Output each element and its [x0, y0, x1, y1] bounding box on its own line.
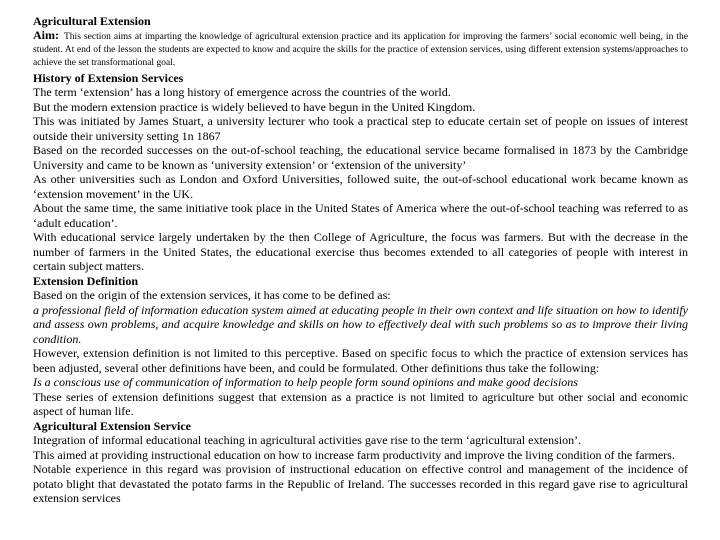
section-heading-service: Agricultural Extension Service	[33, 418, 191, 433]
paragraph-definition-italic: a professional field of information education system aimed at educating people in their own context and life situation on how to identify and assess own problems, and acquire knowledge and skills on how to effectively deal with such problems so as to improve their living condition.	[33, 302, 688, 346]
paragraph: These series of extension definitions suggest that extension as a practice is not limited to agriculture but other social and economic aspect of human life.	[33, 389, 688, 419]
section-heading-history: History of Extension Services	[33, 70, 184, 85]
paragraph-definition-italic: Is a conscious use of communication of information to help people form sound opinions and make good decisions	[33, 375, 578, 390]
paragraph: The term ‘extension’ has a long history of emergence across the countries of the world.	[33, 85, 451, 100]
document-title: Agricultural Extension	[33, 14, 151, 28]
paragraph: Based on the recorded successes on the out-of-school teaching, the educational service became formalised in 1873 by the Cambridge University and came to be known as ‘university extension’ or ‘extension of the university’	[33, 143, 688, 172]
paragraph: This was initiated by James Stuart, a university lecturer who took a practical step to educate certain set of people on issues of interest outside their university setting 1n 1867	[33, 114, 688, 143]
paragraph: Integration of informal educational teaching in agricultural activities gave rise to the term ‘agricultural extension’.	[33, 433, 582, 448]
paragraph: But the modern extension practice is widely believed to have begun in the United Kingdom.	[33, 99, 476, 114]
paragraph: With educational service largely undertaken by the then College of Agriculture, the focus was farmers. But with the decrease in the number of farmers in the United States, the educational exercise thus becomes extended to all categories of people with interest in certain subject matters.	[33, 230, 688, 274]
paragraph: As other universities such as London and Oxford Universities, followed suite, the out-of-school educational work became known as ‘extension movement’ in the UK.	[33, 172, 688, 201]
paragraph: This aimed at providing instructional education on how to increase farm productivity and improve the living condition of the farmers.	[33, 447, 675, 462]
paragraph: Notable experience in this regard was provision of instructional education on effective control and management of the incidence of potato blight that devastated the potato farms in the Republic of Ireland. The successes recorded in this regard gave rise to agricultural extension services	[33, 462, 688, 506]
section-heading-definition: Extension Definition	[33, 273, 139, 288]
aim-label: Aim:	[33, 27, 59, 42]
aim-text: This section aims at imparting the knowledge of agricultural extension practice and its application for improving the farmers’ social economic well being, in the student. At end of the lesson the students are expected to know and acquire the skills for the practice of extension services, using different extension systems/approaches to achieve the set transformational goal.	[33, 31, 688, 69]
aim-paragraph	[33, 29, 688, 71]
paragraph: However, extension definition is not limited to this perceptive. Based on specific focus to which the practice of extension services has been adjusted, several other definitions have been, and could be formulated. Other definitions thus take the following:	[33, 346, 688, 375]
paragraph: About the same time, the same initiative took place in the United States of America where the out-of-school teaching was referred to as ‘adult education’.	[33, 201, 688, 230]
paragraph: Based on the origin of the extension services, it has come to be defined as:	[33, 288, 391, 303]
